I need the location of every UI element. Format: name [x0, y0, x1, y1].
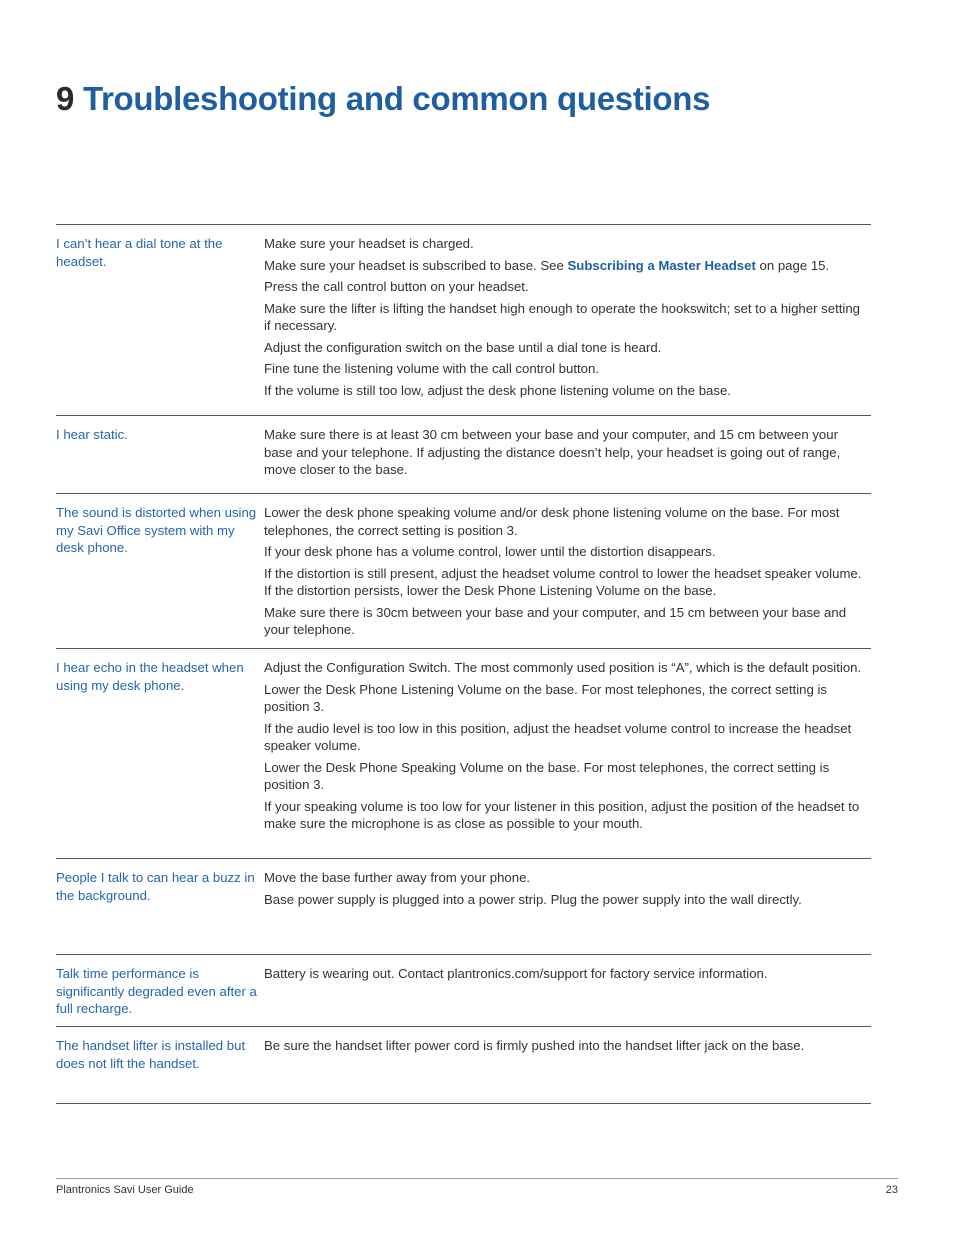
- answer-item: [264, 257, 867, 275]
- answer-item: If the volume is still too low, adjust the desk phone listening volume on the base.: [264, 382, 731, 398]
- subscribing-master-headset-link[interactable]: Subscribing a Master Headset: [567, 257, 756, 273]
- question-cell: The handset lifter is installed but does not lift the handset.: [56, 1038, 246, 1071]
- answer-item: Press the call control button on your headset.: [264, 279, 529, 294]
- footer-guide-name: Plantronics Savi User Guide: [56, 1184, 194, 1196]
- chapter-number: 9: [56, 80, 75, 117]
- answer-item: Lower the Desk Phone Listening Volume on the base. For most telephones, the correct setting is position 3.: [264, 681, 827, 714]
- answer-item: Make sure there is at least 30 cm between your base and your computer, and 15 cm between your base and your telephone. If adjusting the distance doesn’t help, your headset is going out of range, move closer to the base.: [264, 427, 841, 477]
- answer-cell: [264, 649, 871, 858]
- answer-cell: [264, 225, 871, 415]
- answer-text: Make sure your headset is subscribed to base. See: [264, 257, 568, 273]
- answer-item: Adjust the Configuration Switch. The most commonly used position is “A”, which is the default position.: [264, 660, 862, 675]
- page-title: [56, 78, 710, 120]
- chapter-title: Troubleshooting and common questions: [82, 80, 711, 117]
- answer-item: Make sure the lifter is lifting the handset high enough to operate the hookswitch; set to a higher setting if necessary.: [264, 300, 861, 333]
- answer-item: Fine tune the listening volume with the call control button.: [264, 361, 600, 376]
- answer-item: Move the base further away from your phone.: [264, 870, 531, 885]
- answer-item: Base power supply is plugged into a power strip. Plug the power supply into the wall directly.: [264, 891, 802, 907]
- question-cell: People I talk to can hear a buzz in the background.: [56, 870, 255, 903]
- answer-item: Battery is wearing out. Contact plantronics.com/support for factory service information.: [264, 966, 768, 981]
- answer-item: Be sure the handset lifter power cord is firmly pushed into the handset lifter jack on the base.: [264, 1038, 805, 1053]
- troubleshooting-table: [56, 224, 871, 1104]
- question-cell: Talk time performance is significantly degraded even after a full recharge.: [56, 966, 257, 1016]
- answer-cell: [264, 859, 871, 954]
- question-cell: I can’t hear a dial tone at the headset.: [56, 236, 223, 269]
- table-row: [56, 494, 871, 649]
- answer-cell: [264, 955, 871, 1026]
- answer-item: If the audio level is too low in this position, adjust the headset volume control to increase the headset speaker volume.: [264, 720, 852, 753]
- question-cell: The sound is distorted when using my Savi Office system with my desk phone.: [56, 505, 257, 555]
- answer-item: Lower the Desk Phone Speaking Volume on the base. For most telephones, the correct setting is position 3.: [264, 759, 830, 792]
- table-row: [56, 955, 871, 1027]
- question-cell: I hear echo in the headset when using my desk phone.: [56, 660, 244, 693]
- answer-text: on page 15.: [755, 257, 830, 273]
- answer-item: If your speaking volume is too low for your listener in this position, adjust the position of the headset to make sure the microphone is as close as possible to your mouth.: [264, 798, 860, 831]
- answer-item: If your desk phone has a volume control, lower until the distortion disappears.: [264, 544, 716, 559]
- answer-cell: [264, 494, 871, 648]
- answer-cell: [264, 1027, 871, 1103]
- answer-item: If the distortion is still present, adjust the headset volume control to lower the headset speaker volume. If the distortion persists, lower the Desk Phone Listening Volume on the base.: [264, 565, 862, 598]
- answer-cell: [264, 416, 871, 493]
- table-row: [56, 225, 871, 416]
- answer-item: Lower the desk phone speaking volume and/or desk phone listening volume on the base. For most telephones, the correct setting is position 3.: [264, 505, 840, 538]
- footer-page-number: 23: [885, 1184, 898, 1196]
- table-row: [56, 1027, 871, 1104]
- table-row: [56, 859, 871, 955]
- answer-item: Make sure your headset is charged.: [264, 236, 474, 251]
- answer-item: Make sure there is 30cm between your base and your computer, and 15 cm between your base and your telephone.: [264, 604, 847, 637]
- question-cell: I hear static.: [56, 427, 128, 442]
- page-footer: [56, 1178, 898, 1196]
- table-row: [56, 649, 871, 859]
- table-row: [56, 416, 871, 494]
- answer-item: Adjust the configuration switch on the base until a dial tone is heard.: [264, 339, 662, 355]
